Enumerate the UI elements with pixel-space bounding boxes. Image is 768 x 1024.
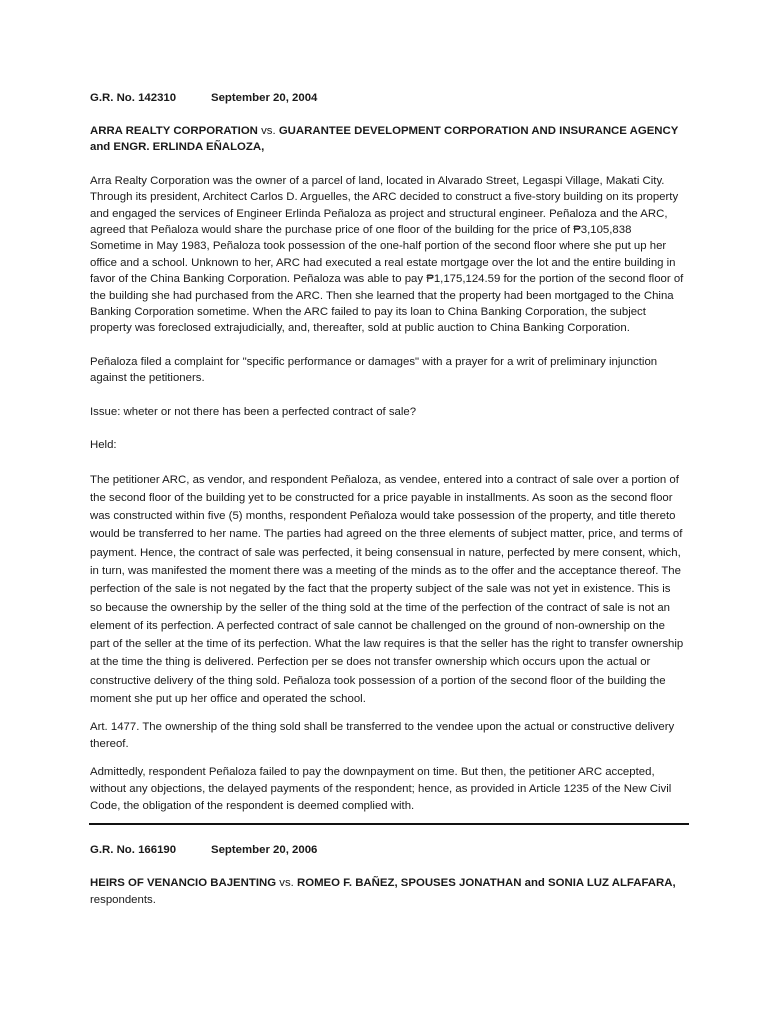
case2-header <box>90 842 684 858</box>
held-paragraph: The petitioner ARC, as vendor, and respondent Peñaloza, as vendee, entered into a contract of sale over a portion of the second floor of the building yet to be constructed for a price payable in installments. As soon as the second floor was constructed within five (5) months, respondent Peñaloza would take possession of the property, and title thereto would be transferred to her name. The parties had agreed on the three elements of subject matter, price, and terms of payment. Hence, the contract of sale was perfected, it being consensual in nature, perfected by mere consent, which, in turn, was manifested the moment there was a meeting of the minds as to the offer and the acceptance thereof. The perfection of the sale is not negated by the fact that the property subject of the sale was not yet in existence. This is so because the ownership by the seller of the thing sold at the time of the perfection of the contract of sale is not an element of its perfection. A perfected contract of sale cannot be challenged on the ground of non-ownership on the part of the seller at the time of its perfection. What the law requires is that the seller has the right to transfer ownership at the time the thing is delivered. Perfection per se does not transfer ownership which occurs upon the actual or constructive delivery of the thing sold. Peñaloza took possession of a portion of the second floor of the building the moment she put up her office and operated the school. <box>90 473 684 706</box>
case2-title <box>90 875 684 908</box>
conclusion-paragraph: Admittedly, respondent Peñaloza failed to pay the downpayment on time. But then, the petitioner ARC accepted, without any objections, the delayed payments of the respondent; hence, as provided in Article 1235 of the New Civil Code, the obligation of the respondent is deemed complied with. <box>90 766 672 813</box>
case2-date: September 20, 2006 <box>211 844 318 857</box>
case2-number: G.R. No. 166190 <box>90 844 177 857</box>
case-date: September 20, 2004 <box>211 92 318 104</box>
respondent-name: GUARANTEE DEVELOPMENT CORPORATION AND INSURANCE AGENCY and ENGR. ERLINDA EÑALOZA, <box>90 125 679 154</box>
held-label: Held: <box>90 439 117 452</box>
case2-respondent-name: ROMEO F. BAÑEZ, SPOUSES JONATHAN and SONIA LUZ ALFAFARA, <box>296 877 676 890</box>
versus-label: vs. <box>261 125 276 137</box>
complaint-paragraph: Peñaloza filed a complaint for "specific performance or damages" with a prayer for a writ of preliminary injunction against the petitioners. <box>90 355 658 385</box>
case2-petitioner-name: HEIRS OF VENANCIO BAJENTING <box>90 877 277 890</box>
article-paragraph: Art. 1477. The ownership of the thing sold shall be transferred to the vendee upon the actual or constructive delivery thereof. <box>90 721 675 751</box>
case-header <box>90 90 684 106</box>
issue-paragraph: Issue: wheter or not there has been a perfected contract of sale? <box>90 405 417 418</box>
case-title <box>90 123 684 156</box>
case-number: G.R. No. 142310 <box>90 92 177 104</box>
case2-respondent-role: respondents. <box>90 893 156 906</box>
section-divider <box>89 823 689 825</box>
petitioner-name: ARRA REALTY CORPORATION <box>90 125 258 137</box>
facts-paragraph: Arra Realty Corporation was the owner of a parcel of land, located in Alvarado Street, Legaspi Village, Makati City. Through its president, Architect Carlos D. Arguelles, the ARC decided to construct a five-story building on its property and engaged the services of Engineer Erlinda Peñaloza as project and structural engineer. Peñaloza and the ARC, agreed that Peñaloza would share the purchase price of one floor of the building for the price of ₱3,105,838 Sometime in May 1983, Peñaloza took possession of the one-half portion of the second floor where she put up her office and a school. Unknown to her, ARC had executed a real estate mortgage over the lot and the entire building in favor of the China Banking Corporation. Peñaloza was able to pay ₱1,175,124.59 for the portion of the second floor of the building she had purchased from the ARC. Then she learned that the property had been mortgaged to the China Banking Corporation sometime. When the ARC failed to pay its loan to China Banking Corporation, the subject property was foreclosed extrajudicially, and, thereafter, sold at public auction to China Banking Corporation. <box>90 174 684 335</box>
case2-versus-label: vs. <box>279 877 294 890</box>
